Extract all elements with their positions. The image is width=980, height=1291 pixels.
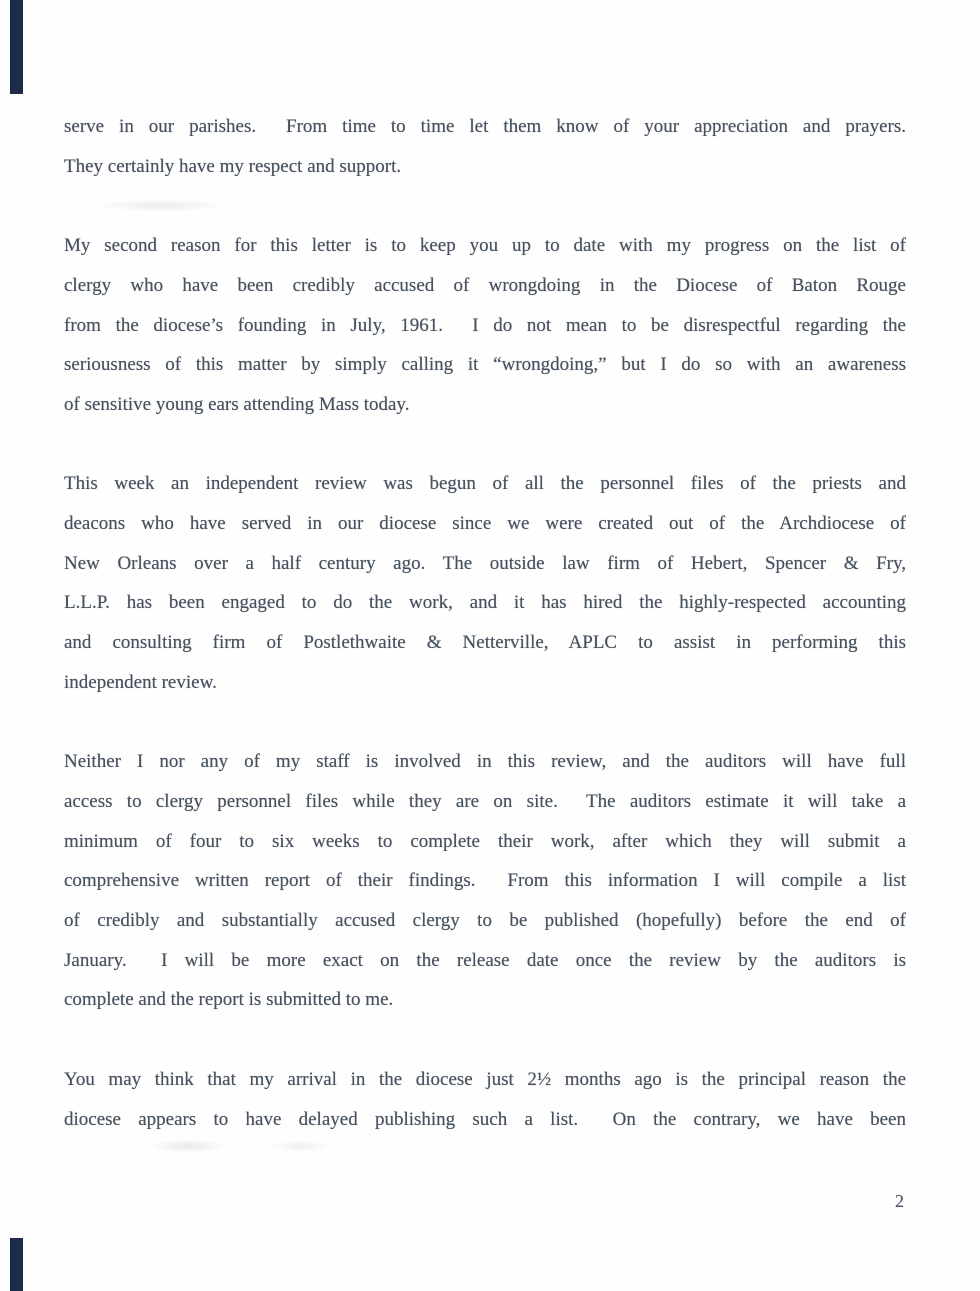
text-line: and consulting firm of Postlethwaite & Netterville, APLC to assist in performing this <box>64 632 906 654</box>
text-line: seriousness of this matter by simply calling it “wrongdoing,” but I do so with an awareness <box>64 354 906 376</box>
text-line: You may think that my arrival in the diocese just 2½ months ago is the principal reason the <box>64 1068 906 1090</box>
text-line: access to clergy personnel files while they are on site. The auditors estimate it will take a <box>64 790 906 812</box>
text-line: clergy who have been credibly accused of wrongdoing in the Diocese of Baton Rouge <box>64 274 906 296</box>
text-line: complete and the report is submitted to me. <box>64 989 394 1011</box>
text-line: L.L.P. has been engaged to do the work, and it has hired the highly-respected accounting <box>64 592 906 614</box>
paragraph <box>64 1060 906 1139</box>
text-line: They certainly have my respect and support. <box>64 155 402 177</box>
text-line: New Orleans over a half century ago. The outside law firm of Hebert, Spencer & Fry, <box>64 552 906 574</box>
text-line: of sensitive young ears attending Mass today. <box>64 393 410 415</box>
text-line: diocese appears to have delayed publishing such a list. On the contrary, we have been <box>64 1108 906 1130</box>
text-line: This week an independent review was begun of all the personnel files of the priests and <box>64 473 906 495</box>
paragraph <box>64 226 906 425</box>
scan-edge-mark-top <box>10 0 23 94</box>
paragraph <box>64 742 906 1020</box>
scan-edge-mark-bottom <box>10 1238 23 1291</box>
text-line: minimum of four to six weeks to complete their work, after which they will submit a <box>64 830 906 852</box>
text-line: serve in our parishes. From time to time let them know of your appreciation and prayers. <box>64 116 906 137</box>
text-line: Neither I nor any of my staff is involved in this review, and the auditors will have full <box>64 751 906 773</box>
paragraph <box>64 107 906 186</box>
page-number: 2 <box>895 1191 904 1211</box>
text-line: January. I will be more exact on the release date once the review by the auditors is <box>64 949 906 971</box>
letter-body <box>64 107 906 1179</box>
text-line: of credibly and substantially accused clergy to be published (hopefully) before the end of <box>64 910 906 932</box>
text-line: independent review. <box>64 671 217 693</box>
text-line: comprehensive written report of their findings. From this information I will compile a list <box>64 870 906 892</box>
text-line: from the diocese’s founding in July, 1961. I do not mean to be disrespectful regarding the <box>64 314 906 336</box>
text-line: deacons who have served in our diocese since we were created out of the Archdiocese of <box>64 513 906 534</box>
paragraph <box>64 464 906 702</box>
text-line: My second reason for this letter is to keep you up to date with my progress on the list of <box>64 235 906 257</box>
